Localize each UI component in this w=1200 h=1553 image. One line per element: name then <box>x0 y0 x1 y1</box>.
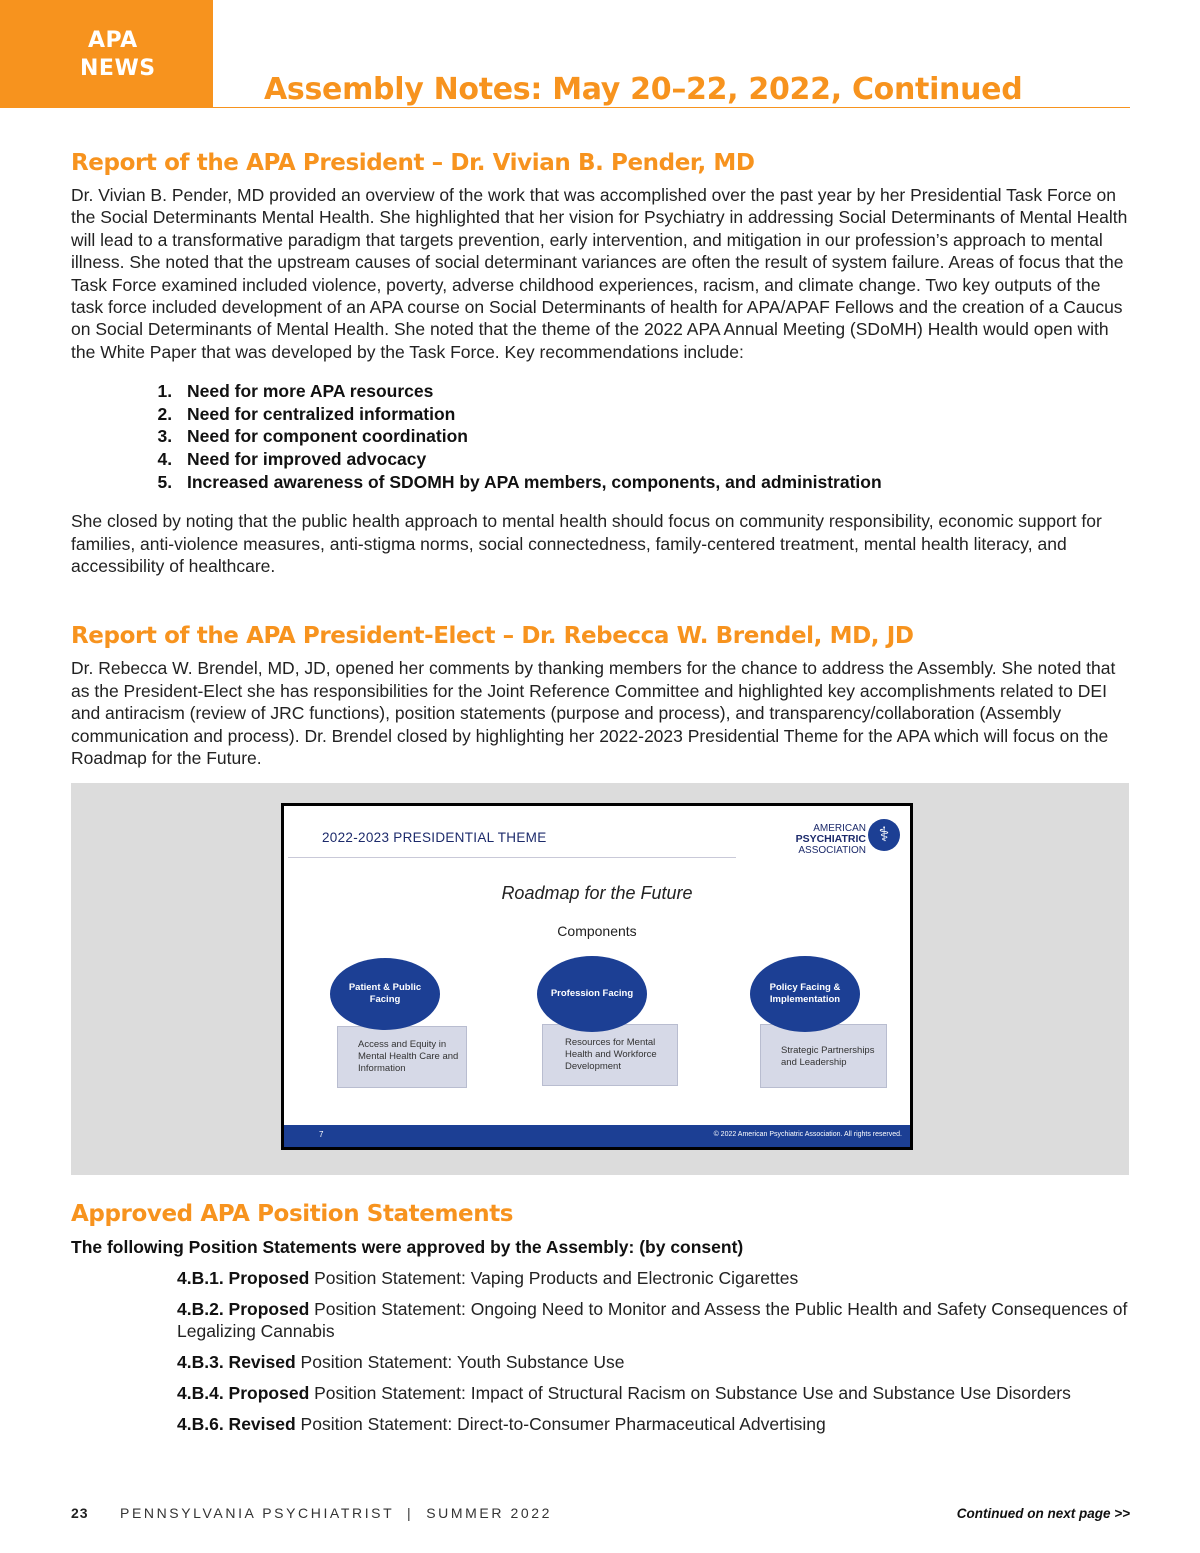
page-title: Assembly Notes: May 20–22, 2022, Continued <box>264 72 1023 107</box>
logo-line: PSYCHIATRIC <box>795 833 866 846</box>
statement-code: 4.B.6. Revised <box>177 1414 296 1435</box>
slide-footer-bar <box>284 1125 910 1147</box>
list-item <box>177 1267 1129 1289</box>
list-item <box>177 1351 1129 1373</box>
statement-text: Position Statement: Vaping Products and Electronic Cigarettes <box>309 1267 799 1288</box>
statement-code: 4.B.2. Proposed <box>177 1298 310 1319</box>
statement-text: Position Statement: Direct-to-Consumer Pharmaceutical Advertising <box>295 1414 826 1435</box>
list-item: 3. Need for component coordination <box>177 425 1129 448</box>
statement-code: 4.B.3. Revised <box>177 1352 296 1373</box>
continued-link[interactable]: Continued on next page >> <box>956 1506 1130 1521</box>
slide-title: 2022-2023 PRESIDENTIAL THEME <box>322 830 547 846</box>
statement-code: 4.B.4. Proposed <box>177 1383 310 1404</box>
list-item <box>177 1413 1129 1435</box>
list-item: 4. Need for improved advocacy <box>177 448 1129 471</box>
component-box: Access and Equity in Mental Health Care and Information <box>337 1026 467 1088</box>
list-item: 1. Need for more APA resources <box>177 380 1129 403</box>
slide-copyright: © 2022 American Psychiatric Association. All rights reserved. <box>713 1131 902 1139</box>
position-statements-lead: The following Position Statements were approved by the Assembly: (by consent) <box>71 1237 744 1258</box>
apa-caduceus-icon: ⚕ <box>868 819 900 851</box>
list-item: 5. Increased awareness of SDOMH by APA members, components, and administration <box>177 471 1129 494</box>
slide-divider <box>288 857 736 858</box>
section-heading-position-statements: Approved APA Position Statements <box>71 1201 514 1228</box>
component-box: Strategic Partnerships and Leadership <box>760 1024 887 1088</box>
position-statements-list <box>71 1267 1129 1436</box>
page-footer <box>71 1504 1130 1524</box>
slide-heading: Roadmap for the Future <box>501 883 693 904</box>
slide-figure <box>71 783 1129 1175</box>
badge-line-2: NEWS <box>80 56 156 81</box>
president-closing-paragraph: She closed by noting that the public health approach to mental health should focus on community responsibility, economic support for families, anti-violence measures, anti-stigma norms, social connectedness, family-centered treatment, mental health literacy, and accessibility of healthcare. <box>71 511 1102 577</box>
page-number: 23 <box>71 1505 89 1521</box>
component-oval: Profession Facing <box>537 956 647 1032</box>
statement-code: 4.B.1. Proposed <box>177 1267 310 1288</box>
list-item <box>177 1298 1129 1343</box>
logo-line: AMERICAN <box>813 823 866 835</box>
section-heading-president: Report of the APA President – Dr. Vivian B. Pender, MD <box>71 150 755 176</box>
apa-news-badge <box>0 0 213 108</box>
slide-subheading: Components <box>557 923 637 940</box>
logo-line: ASSOCIATION <box>798 845 866 857</box>
recommendations-list <box>71 380 1129 493</box>
statement-text: Position Statement: Impact of Structural Racism on Substance Use and Substance Use Disorders <box>309 1383 1071 1404</box>
president-report-paragraph: Dr. Vivian B. Pender, MD provided an overview of the work that was accomplished over the past year by her Presidential Task Force on the Social Determinants Mental Health. She highlighted that her vision for Psychiatry in addressing Social Determinants of Mental Health will lead to a transformative paradigm that targets prevention, early intervention, and mitigation in our profession’s approach to mental illness. She noted that the upstream causes of social determinant variances are often the result of system failure. Areas of focus that the Task Force examined included violence, poverty, adverse childhood experiences, racism, and climate change. Two key outputs of the task force included development of an APA course on Social Determinants of health for APA/APAF Fellows and the creation of a Caucus on Social Determinants of Mental Health. She noted that the theme of the 2022 APA Annual Meeting (SDoMH) Health would open with the White Paper that was developed by the Task Force. Key recommendations include: <box>71 185 1128 362</box>
publication-name: PENNSYLVANIA PSYCHIATRIST | SUMMER 2022 <box>120 1505 553 1521</box>
article-body <box>71 150 1129 1444</box>
badge-line-1: APA <box>88 28 138 53</box>
statement-text: Position Statement: Ongoing Need to Monitor and Assess the Public Health and Safety Consequences of Legalizing Cannabis <box>177 1298 1128 1342</box>
slide-page-number: 7 <box>319 1130 324 1140</box>
apa-logo-text <box>796 823 866 856</box>
president-elect-paragraph: Dr. Rebecca W. Brendel, MD, JD, opened her comments by thanking members for the chance to address the Assembly. She noted that as the President-Elect she has responsibilities for the Joint Reference Committee and highlighted key accomplishments related to DEI and antiracism (review of JRC functions), position statements (purpose and process), and transparency/collaboration (Assembly communication and process). Dr. Brendel closed by highlighting her 2022-2023 Presidential Theme for the APA which will focus on the Roadmap for the Future. <box>71 658 1116 769</box>
section-heading-president-elect: Report of the APA President-Elect – Dr. Rebecca W. Brendel, MD, JD <box>71 623 914 650</box>
component-oval: Patient & Public Facing <box>330 958 440 1030</box>
statement-text: Position Statement: Youth Substance Use <box>295 1352 625 1373</box>
list-item: 2. Need for centralized information <box>177 403 1129 426</box>
presentation-slide <box>281 803 913 1150</box>
component-box: Resources for Mental Health and Workforce Development <box>542 1024 678 1086</box>
list-item <box>177 1382 1129 1404</box>
component-oval: Policy Facing & Implementation <box>750 956 860 1032</box>
title-divider <box>213 107 1130 108</box>
